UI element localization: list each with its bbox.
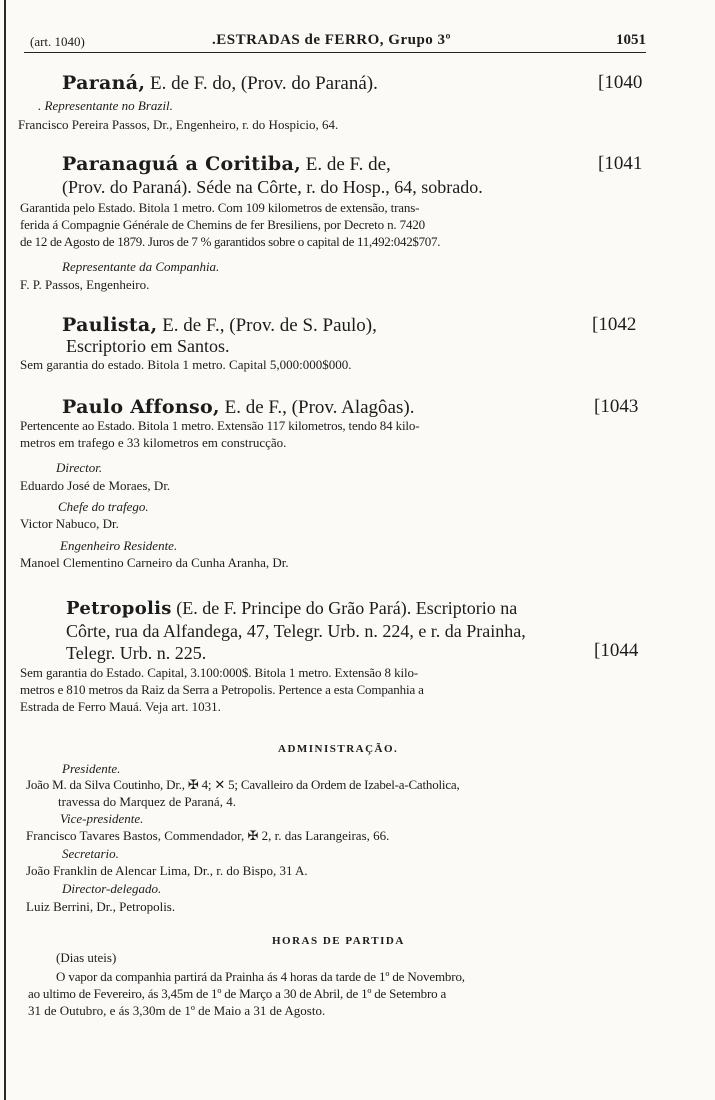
entry-1043-person2: Victor Nabuco, Dr. [20,516,119,531]
hours-subheading: (Dias uteis) [56,950,117,965]
entry-1041-line2: (Prov. do Paraná). Séde na Côrte, r. do Hosp., 64, sobrado. [62,177,483,197]
entry-1043-title: Paulo Affonso, [62,396,220,418]
entry-1044-heading [66,598,517,619]
entry-1040-subtitle: . Representante no Brazil. [38,98,173,113]
entry-1043-role1: Director. [56,460,103,475]
hours-line3: 31 de Outubro, e ás 3,30m de 1º de Maio a 31 de Agosto. [28,1003,326,1018]
header-section-title: .ESTRADAS de FERRO, Grupo 3º [212,32,451,48]
entry-1044-line2: Côrte, rua da Alfandega, 47, Telegr. Urb. n. 224, e r. da Prainha, [66,621,526,641]
admin-role-vice-president: Vice-presidente. [60,811,144,826]
entry-1040-number: [1040 [598,72,643,93]
entry-1042-title: Paulista, [62,314,158,336]
header-article-ref: (art. 1040) [30,34,85,49]
hours-line1: O vapor da companhia partirá da Prainha ás 4 horas da tarde de 1º de Novembro, [56,969,465,984]
admin-person-president-line2: travessa do Marquez de Paraná, 4. [58,794,236,809]
entry-1043-role2: Chefe do trafego. [58,499,149,514]
entry-1041-person: F. P. Passos, Engenheiro. [20,277,150,292]
entry-1041-role: Representante da Companhia. [62,259,220,274]
admin-person-president-line1: João M. da Silva Coutinho, Dr., ✠ 4; ✕ 5; Cavalleiro da Ordem de Izabel-a-Catholica, [26,777,460,792]
admin-role-director-delegate: Director-delegado. [62,881,162,896]
entry-1040-title: Paraná, [62,72,146,94]
admin-person-secretary: João Franklin de Alencar Lima, Dr., r. do Bispo, 31 A. [26,863,308,878]
admin-person-director-delegate: Luiz Berrini, Dr., Petropolis. [26,899,176,914]
entry-1042-title-rest: E. de F., (Prov. de S. Paulo), [157,315,377,336]
entry-1040-heading [62,72,378,95]
hours-heading: HORAS DE PARTIDA [272,935,405,947]
entry-1041-title-rest: E. de F. de, [301,154,391,175]
entry-1040-line: Francisco Pereira Passos, Dr., Engenheiro, r. do Hospicio, 64. [18,117,339,132]
admin-role-secretary: Secretario. [62,846,119,861]
entry-1043-person3: Manoel Clementino Carneiro da Cunha Aranha, Dr. [20,555,289,570]
entry-1041-body1: Garantida pelo Estado. Bitola 1 metro. Com 109 kilometros de extensão, trans- [20,200,420,215]
entry-1043-title-rest: E. de F., (Prov. Alagôas). [219,397,415,418]
entry-1042-line2: Escriptorio em Santos. [66,336,230,356]
header-page-number: 1051 [616,32,646,48]
entry-1044-title-rest: (E. de F. Principe do Grão Pará). Escriptorio na [171,598,518,618]
scan-edge-line [4,0,6,1100]
page-header [24,30,646,53]
entry-1043-number: [1043 [594,396,639,417]
admin-person-vice-president: Francisco Tavares Bastos, Commendador, ✠ 2, r. das Larangeiras, 66. [26,828,390,843]
entry-1043-role3: Engenheiro Residente. [60,538,178,553]
entry-1041-heading [62,153,391,176]
entry-1043-body2: metros em trafego e 33 kilometros em construcção. [20,435,287,450]
entry-1042-body1: Sem garantia do estado. Bitola 1 metro. Capital 5,000:000$000. [20,357,352,372]
entry-1043-body1: Pertencente ao Estado. Bitola 1 metro. Extensão 117 kilometros, tendo 84 kilo- [20,418,420,433]
admin-role-president: Presidente. [62,761,121,776]
entry-1044-body3: Estrada de Ferro Mauá. Veja art. 1031. [20,699,221,714]
hours-line2: ao ultimo de Fevereiro, ás 3,45m de 1º de Março a 30 de Abril, de 1º de Setembro a [28,986,447,1001]
entry-1041-title: Paranaguá a Coritiba, [62,153,302,175]
entry-1042-number: [1042 [592,314,637,335]
entry-1044-line3: Telegr. Urb. n. 225. [66,643,207,663]
entry-1040-title-rest: E. de F. do, (Prov. do Paraná). [145,73,378,94]
entry-1043-heading [62,396,414,419]
admin-heading: ADMINISTRAÇÃO. [278,743,399,755]
entry-1044-title: Petropolis [66,598,172,619]
entry-1041-number: [1041 [598,153,643,174]
entry-1044-body1: Sem garantia do Estado. Capital, 3.100:000$. Bitola 1 metro. Extensão 8 kilo- [20,665,419,680]
entry-1044-body2: metros e 810 metros da Raiz da Serra a Petropolis. Pertence a esta Companhia a [20,682,424,697]
entry-1043-person1: Eduardo José de Moraes, Dr. [20,478,171,493]
entry-1042-heading [62,314,377,337]
entry-1044-number: [1044 [594,640,639,661]
entry-1041-body3: de 12 de Agosto de 1879. Juros de 7 % garantidos sobre o capital de 11,492:042$707. [20,234,441,249]
entry-1041-body2: ferida á Compagnie Générale de Chemins de fer Bresiliens, por Decreto n. 7420 [20,217,426,232]
